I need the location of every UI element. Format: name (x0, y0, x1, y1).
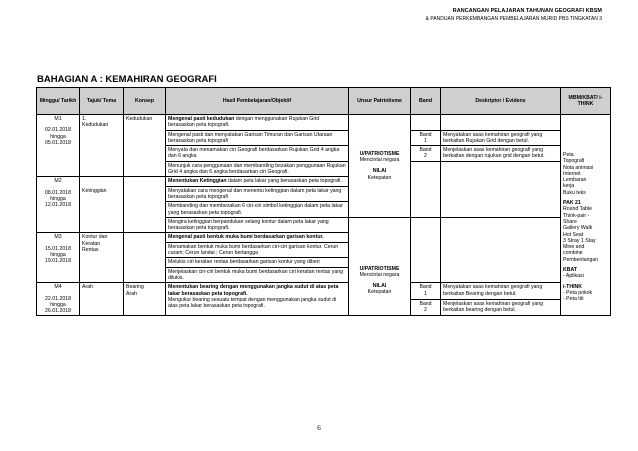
col-header-objective: Hasil Pembelajaran/Objektif (166, 88, 349, 115)
col-header-week: Minggu/ Tarikh (37, 88, 80, 115)
section-title: BAHAGIAN A : KEMAHIRAN GEOGRAFI (37, 74, 217, 85)
band-cell (411, 161, 441, 217)
descriptor-cell: Menyatakan asas kemahiran geografi yang berkaitan Bearing dengan betul. (441, 283, 561, 300)
descriptor-cell (441, 217, 561, 282)
objective-cell: Melukis ciri keratan rentas berdasarkan garisan kontur yang diberi (166, 258, 349, 267)
table-row (37, 283, 611, 300)
patriotism-cell: U/PATRIOTISME Mencintai negara NILAI Ketepatan (349, 115, 411, 218)
descriptor-cell (441, 115, 561, 131)
descriptor-cell: Menyatakan asas kemahiran geografi yang berkaitan Rujukan Grid dengan betul. (441, 130, 561, 146)
objective-cell: Membanding dan membezakan 6 ciri-ciri simbol ketinggian dalam peta lakar yang berasaskan peta topografi. (166, 202, 349, 218)
objective-cell: Mengenal pasti dan menyatakan Garisan Timuran dan Garisan Utaraan berasaskan peta topografi (166, 130, 349, 146)
objective-cell: Menjelaskan ciri-ciri bentuk muka bumi berdasarkan ciri keratan rentas yang dilukis. (166, 267, 349, 283)
week-cell: M2 08.01.2018 hingga 12.01.2018 (37, 177, 80, 233)
band-cell: Band 1 (411, 130, 441, 146)
lesson-plan-table (36, 87, 611, 316)
col-header-band: Band (411, 88, 441, 115)
objective-cell: Mengenal pasti bentuk muka bumi berdasarkan garisan kontur. (166, 233, 349, 242)
objective-cell: Mengira ketinggian berpandukan selang kontur dalam peta lakar yang berasaskan peta topografi. (166, 217, 349, 233)
col-header-concept: Konsep (124, 88, 166, 115)
concept-cell (124, 233, 166, 283)
col-header-topic: Tajuk/ Tema (80, 88, 124, 115)
objective-cell: Menyata dan menamakan ciri Geografi berdasarkan Rujukan Grid 4 angka dan 6 angka (166, 146, 349, 162)
objective-cell: Menunjuk cara penggunaan dan membanding bezakan penggunaan Rujukan Grid 4 angka dan 6 angka berdasarkan ciri Geografi. (166, 161, 349, 177)
objective-cell: Menamakan bentuk muka bumi berdasarkan ciri-ciri garisan kontur. Cerun curam; Cerun landai ; Cerun bertangga (166, 242, 349, 258)
table-row (37, 115, 611, 131)
patriotism-cell: U/PATRIOTISME Mencintai negara NILAI Ketepatan (349, 217, 411, 316)
band-cell: Band 2 (411, 146, 441, 162)
topic-cell: Arah (80, 283, 124, 316)
col-header-descriptor: Deskriptor / Evidens (441, 88, 561, 115)
objective-cell: Menyatakan cara mengenal dan menentu ketinggian dalam peta lakar yang berasaskan peta topografi (166, 186, 349, 202)
objective-cell: Menentukan bearing dengan menggunakan jangka sudut di atas peta lakar berasaskan peta topografi. Mengukur bearing sesuatu tempat dengan menggunakan jangka sudut di atas peta lakar berasaskan peta topografi. (166, 283, 349, 316)
descriptor-cell: Menjelaskan asas kemahiran geografi yang berkaitan bearing dengan betul. (441, 299, 561, 316)
band-cell (411, 217, 441, 282)
topic-cell: Ketinggian (80, 177, 124, 233)
week-cell: M1 02.01.2018 hingga 05.01.2018 (37, 115, 80, 177)
table-header-row (37, 88, 611, 115)
concept-cell (124, 177, 166, 233)
topic-cell: 1. Kedudukan (80, 115, 124, 177)
week-cell: M3 15.01.2018 hingga 19.01.2018 (37, 233, 80, 283)
objective-cell: Menentukan Ketinggian dalam peta lakar yang berasaskan peta topografi. (166, 177, 349, 186)
col-header-patriotism: Unsur Patriotisme (349, 88, 411, 115)
header-line-2: & PANDUAN PERKEMBANGAN PEMBELAJARAN MURID PBS TINGKATAN 3 (425, 16, 602, 22)
week-cell: M4 22.01.2018 hingga 26.01.2018 (37, 283, 80, 316)
header-line-1: RANCANGAN PELAJARAN TAHUNAN GEOGRAFI KBSM (452, 8, 602, 14)
band-cell: Band 1 (411, 283, 441, 300)
concept-cell: Kedudukan (124, 115, 166, 177)
mbm-cell: Peta Topografi Nota animasi Internet Lembaran kerja Buku teks PAK 21 Round Table Think-pair - Share Gallery Walk Hot Seat 3 Stray 1 Stay Mine and combine Pembentangan KBAT - Aplikasi i-THINK - Peta pokok - Peta titi (561, 115, 611, 316)
objective-cell: Mengenal pasti kedudukan dengan menggunakan Rujukan Grid berasaskan peta topografi. (166, 115, 349, 131)
band-cell (411, 115, 441, 131)
col-header-mbm: MBM/KBAT/ i-THINK (561, 88, 611, 115)
topic-cell: Kontur dan Keratan Rentas (80, 233, 124, 283)
descriptor-cell: Menjelaskan asas kemahiran geografi yang berkaitan dengan rujukan grid dengan betul. (441, 146, 561, 162)
descriptor-cell (441, 161, 561, 217)
page-number: 6 (317, 424, 321, 432)
band-cell: Band 2 (411, 299, 441, 316)
concept-cell: Bearing Arah (124, 283, 166, 316)
